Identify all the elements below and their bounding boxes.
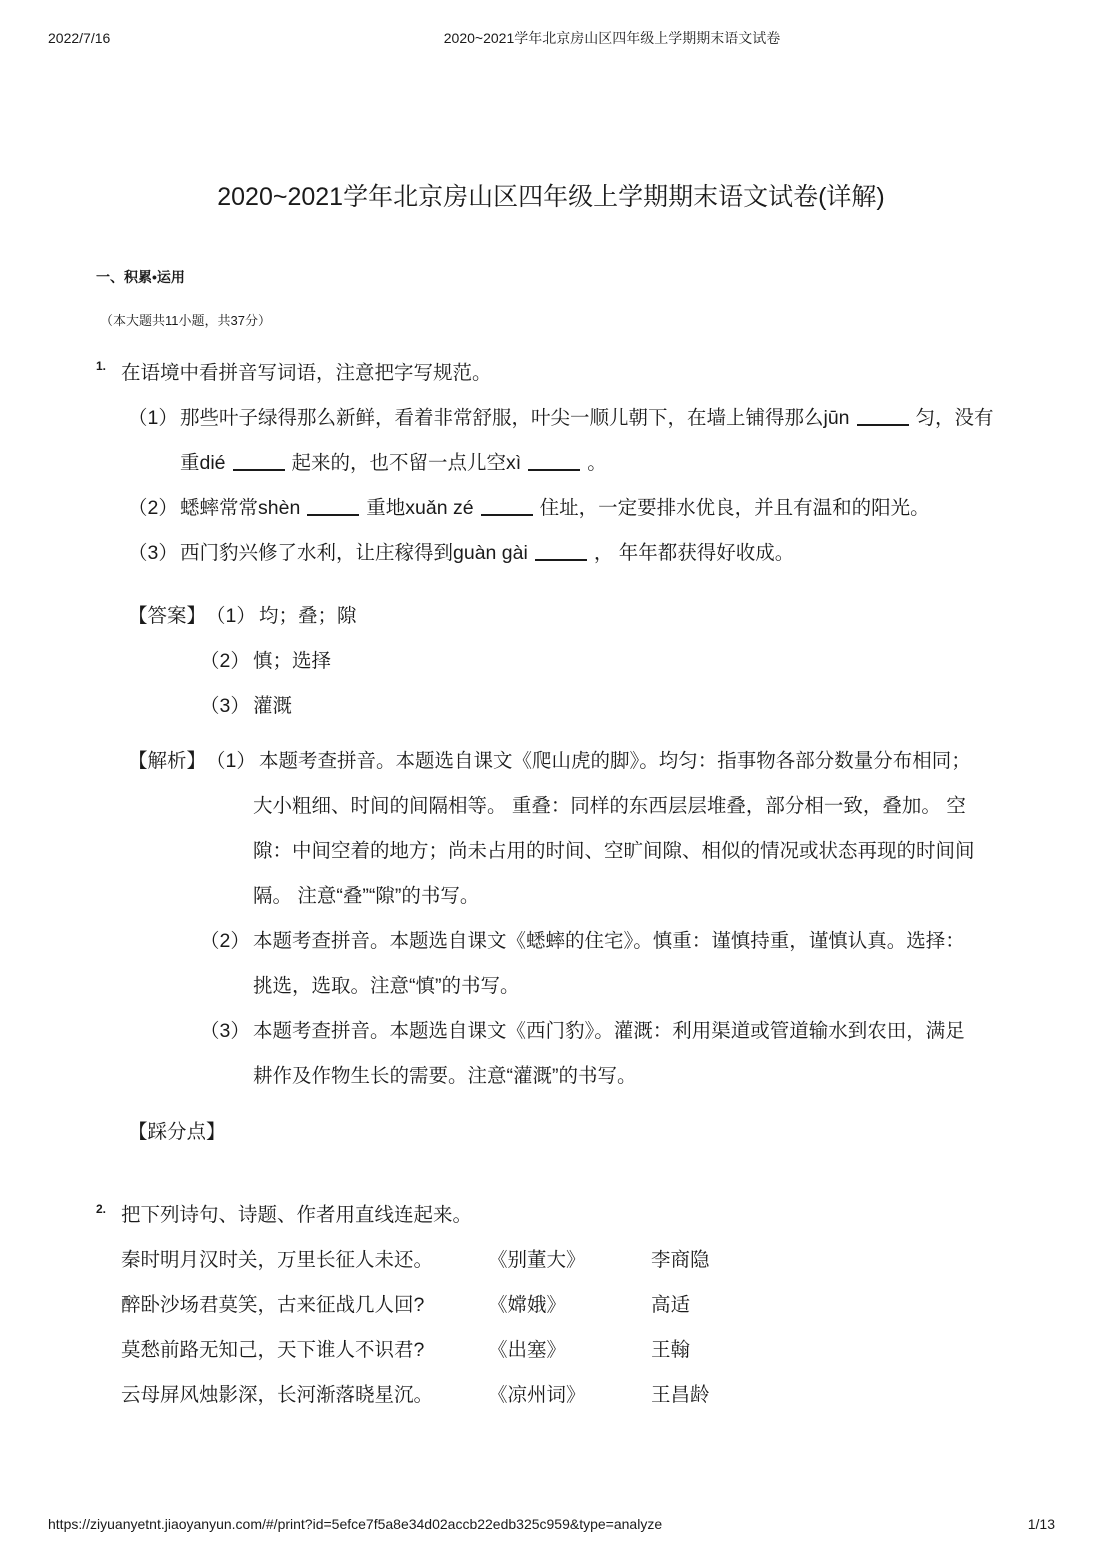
header-title: 2020~2021学年北京房山区四年级上学期期末语文试卷 xyxy=(443,30,781,46)
verse: 莫愁前路无知己，天下谁人不识君? xyxy=(121,1339,425,1361)
answer-row xyxy=(128,594,357,639)
item-text: 匀，没有 xyxy=(915,407,994,429)
answer-blank xyxy=(307,500,359,516)
question-number-2: 2. xyxy=(96,1202,107,1216)
question-prompt: 在语境中看拼音写词语，注意把字写规范。 xyxy=(121,362,492,384)
q1-item-1-continued xyxy=(128,441,994,486)
verse: 云母屏风烛影深，长河渐落晓星沉。 xyxy=(121,1384,434,1406)
verse: 秦时明月汉时关，万里长征人未还。 xyxy=(121,1249,434,1271)
poem-title: 《出塞》 xyxy=(488,1339,567,1361)
item-text: 住址，一定要排水优良，并且有温和的阳光。 xyxy=(539,497,930,519)
answer-blank xyxy=(233,455,285,471)
analysis-text: 大小粗细、时间的间隔相等。 重叠：同样的东西层层堆叠，部分相一致，叠加。 空 xyxy=(253,795,966,817)
answer-tag: 【答案】 xyxy=(128,605,207,627)
footer-url: https://ziyuanyetnt.jiaoyanyun.com/#/print?id=5efce7f5a8e34d02accb22edb325c959&type=analyze xyxy=(48,1516,663,1532)
answer-row xyxy=(128,684,357,729)
analysis-label: （3） xyxy=(200,1020,250,1042)
matching-row xyxy=(121,1373,710,1418)
item-text: 。 xyxy=(587,452,607,474)
question-prompt: 把下列诗句、诗题、作者用直线连起来。 xyxy=(121,1204,473,1226)
analysis-label: （1） xyxy=(206,750,256,772)
analysis-row xyxy=(128,1009,975,1054)
analysis-text: 隙：中间空着的地方；尚未占用的时间、空旷间隙、相似的情况或状态再现的时间间 xyxy=(253,840,975,862)
answer-row xyxy=(128,639,357,684)
poem-author: 李商隐 xyxy=(651,1249,710,1271)
answer-blank xyxy=(528,455,580,471)
poem-author: 王昌龄 xyxy=(651,1384,710,1406)
item-text: 西门豹兴修了水利，让庄稼得到guàn gài xyxy=(180,542,528,564)
answer-label: （1） xyxy=(206,605,256,627)
item-text: ， 年年都获得好收成。 xyxy=(593,542,795,564)
item-text: 蟋蟀常常shèn xyxy=(180,497,301,519)
answer-text: 灌溉 xyxy=(253,695,293,717)
analysis-text: 隔。 注意“叠”“隙”的书写。 xyxy=(253,885,480,907)
answer-text: 慎；选择 xyxy=(253,650,332,672)
verse: 醉卧沙场君莫笑，古来征战几人回? xyxy=(121,1294,425,1316)
analysis-text: 挑选，选取。注意“慎”的书写。 xyxy=(253,975,520,997)
analysis-text: 本题考查拼音。本题选自课文《蟋蟀的住宅》。慎重：谨慎持重，谨慎认真。选择： xyxy=(253,930,965,952)
answer-label: （3） xyxy=(200,695,250,717)
matching-row xyxy=(121,1328,710,1373)
header-date: 2022/7/16 xyxy=(48,30,111,46)
answer-label: （2） xyxy=(200,650,250,672)
answer-blank xyxy=(857,410,909,426)
score-points-tag: 【踩分点】 xyxy=(128,1121,226,1143)
poem-author: 高适 xyxy=(651,1294,691,1316)
section-note: （本大题共11小题，共37分） xyxy=(100,313,271,328)
section-heading: 一、积累•运用 xyxy=(96,269,185,285)
answer-text: 均；叠；隙 xyxy=(259,605,357,627)
analysis-block xyxy=(128,739,975,1099)
item-text: 重dié xyxy=(180,452,226,474)
page-number: 1/13 xyxy=(1027,1516,1055,1532)
q1-item-1 xyxy=(128,396,994,441)
analysis-text: 本题考查拼音。本题选自课文《爬山虎的脚》。均匀：指事物各部分数量分布相同； xyxy=(259,750,971,772)
item-label: （3） xyxy=(128,542,178,564)
answer-blank xyxy=(535,545,587,561)
item-label: （2） xyxy=(128,497,178,519)
question-number-1: 1. xyxy=(96,359,107,373)
matching-row xyxy=(121,1238,710,1283)
analysis-text: 本题考查拼音。本题选自课文《西门豹》。灌溉：利用渠道或管道输水到农田，满足 xyxy=(253,1020,965,1042)
answer-block xyxy=(128,594,357,729)
q1-item-3 xyxy=(128,531,994,576)
matching-row xyxy=(121,1283,710,1328)
analysis-row xyxy=(128,739,975,784)
question-1-prompt xyxy=(121,351,492,396)
analysis-tag: 【解析】 xyxy=(128,750,207,772)
score-points-block xyxy=(128,1110,226,1155)
poem-title: 《别董大》 xyxy=(488,1249,586,1271)
item-label: （1） xyxy=(128,407,178,429)
poem-title: 《嫦娥》 xyxy=(488,1294,567,1316)
answer-blank xyxy=(481,500,533,516)
question-2 xyxy=(121,1193,710,1418)
poem-author: 王翰 xyxy=(651,1339,691,1361)
analysis-row xyxy=(128,919,975,964)
analysis-text: 耕作及作物生长的需要。注意“灌溉”的书写。 xyxy=(253,1065,637,1087)
question-1-items xyxy=(128,396,994,576)
item-text: 重地xuǎn zé xyxy=(366,497,474,519)
analysis-label: （2） xyxy=(200,930,250,952)
document-title: 2020~2021学年北京房山区四年级上学期期末语文试卷(详解) xyxy=(217,183,885,211)
poem-title: 《凉州词》 xyxy=(488,1384,586,1406)
item-text: 起来的，也不留一点儿空xì xyxy=(291,452,522,474)
q1-item-2 xyxy=(128,486,994,531)
item-text: 那些叶子绿得那么新鲜，看着非常舒服，叶尖一顺儿朝下，在墙上铺得那么jūn xyxy=(180,407,850,429)
